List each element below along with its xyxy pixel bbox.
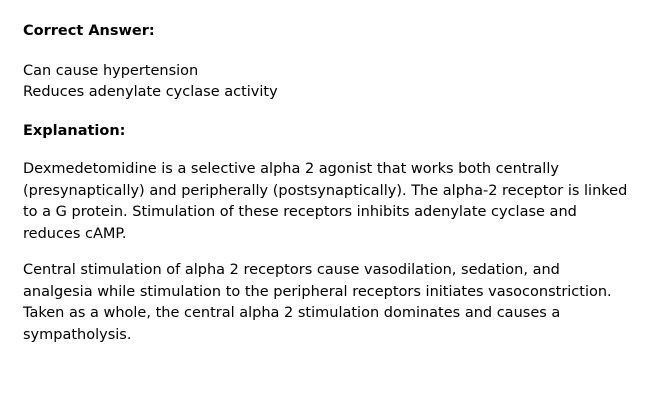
explanation-paragraph: Central stimulation of alpha 2 receptors cause vasodilation, sedation, and analgesia while stimulation to the peripheral receptors initiates vasoconstriction. Taken as a whole, the central alpha 2 stimulation dominates and causes a sympatholysis. (23, 262, 612, 343)
correct-answer-item: Can cause hypertension (23, 63, 199, 79)
explanation-heading: Explanation: (23, 123, 126, 139)
correct-answer-heading: Correct Answer: (23, 23, 155, 39)
correct-answer-list (23, 61, 642, 103)
correct-answer-item: Reduces adenylate cyclase activity (23, 84, 278, 100)
explanation-paragraph: Dexmedetomidine is a selective alpha 2 agonist that works both centrally (presynaptically) and peripherally (postsynaptically). The alpha-2 receptor is linked to a G protein. Stimulation of these receptors inhibits adenylate cyclase and reduces cAMP. (23, 161, 628, 242)
